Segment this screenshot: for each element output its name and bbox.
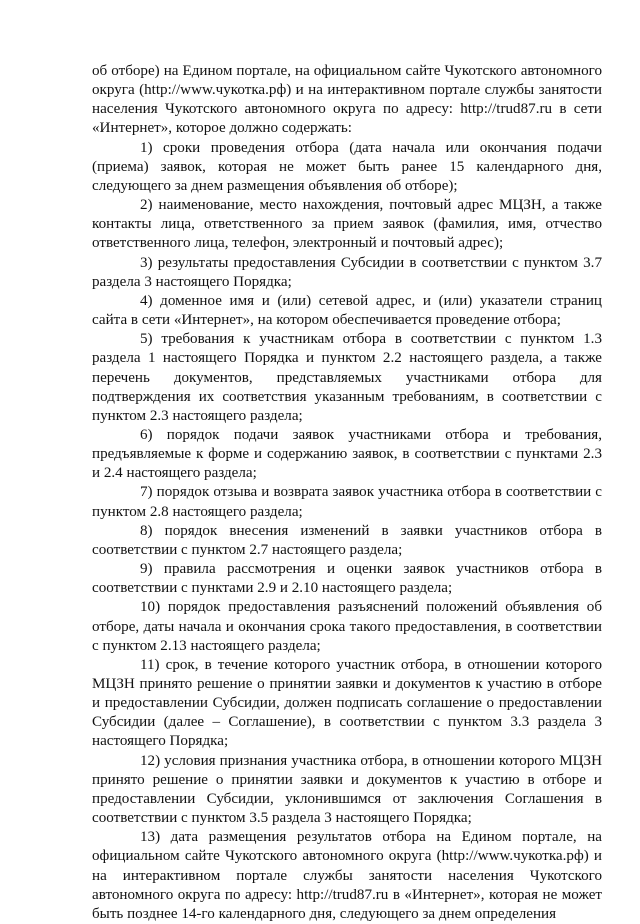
paragraph-item-13: 13) дата размещения результатов отбора на Едином портале, на официальном сайте Чукотского автономного округа (http://www.чукотка.рф) и на интерактивном портале службы занятости населения Чукотского автономного округа по адресу: http://trud87.ru в «Интернет», которая не может быть позднее 14-го календарного дня, следующего за днем определения	[92, 829, 602, 922]
document-page	[92, 62, 602, 924]
paragraph-item-7: 7) порядок отзыва и возврата заявок участника отбора в соответствии с пунктом 2.8 настоящего раздела;	[92, 484, 602, 520]
paragraph-item-3: 3) результаты предоставления Субсидии в соответствии с пунктом 3.7 раздела 3 настоящего Порядка;	[92, 254, 602, 290]
paragraph-item-1: 1) сроки проведения отбора (дата начала или окончания подачи (приема) заявок, которая не может быть ранее 15 календарного дня, следующего за днем размещения объявления об отборе);	[92, 139, 602, 194]
paragraph-item-9: 9) правила рассмотрения и оценки заявок участников отбора в соответствии с пунктами 2.9 и 2.10 настоящего раздела;	[92, 561, 602, 597]
paragraph-item-12: 12) условия признания участника отбора, в отношении которого МЦЗН принято решение о принятии заявки и документов к участию в отборе и предоставлении Субсидии, уклонившимся от заключения Соглашения в соответствии с пунктом 3.5 раздела 3 настоящего Порядка;	[92, 752, 602, 827]
paragraph-item-4: 4) доменное имя и (или) сетевой адрес, и (или) указатели страниц сайта в сети «Интернет», на котором обеспечивается проведение отбора;	[92, 292, 602, 329]
paragraph-intro: об отборе) на Едином портале, на официальном сайте Чукотского автономного округа (http://www.чукотка.рф) и на интерактивном портале службы занятости населения Чукотского автономного округа по адресу: http://trud87.ru в сети «Интернет», которое должно содержать:	[92, 63, 602, 137]
paragraph-item-5: 5) требования к участникам отбора в соответствии с пунктом 1.3 раздела 1 настоящего Порядка и пунктом 2.2 настоящего раздела, а также перечень документов, представляемых участниками отбора для подтверждения их соответствия указанным требованиям, в соответствии с пунктом 2.3 настоящего раздела;	[92, 331, 602, 424]
paragraph-item-8: 8) порядок внесения изменений в заявки участников отбора в соответствии с пунктом 2.7 настоящего раздела;	[92, 522, 602, 558]
paragraph-item-11: 11) срок, в течение которого участник отбора, в отношении которого МЦЗН принято решение о принятии заявки и документов к участию в отборе и предоставлении Субсидии, должен подписать соглашение о предоставлении Субсидии (далее – Соглашение), в соответствии с пунктом 3.3 раздела 3 настоящего Порядка;	[92, 656, 602, 750]
paragraph-item-6: 6) порядок подачи заявок участниками отбора и требования, предъявляемые к форме и содержанию заявок, в соответствии с пунктами 2.3 и 2.4 настоящего раздела;	[92, 426, 602, 482]
paragraph-item-2: 2) наименование, место нахождения, почтовый адрес МЦЗН, а также контакты лица, ответственного за прием заявок (фамилия, имя, отчество ответственного лица, телефон, электронный и почтовый адрес);	[92, 197, 602, 252]
paragraph-item-10: 10) порядок предоставления разъяснений положений объявления об отборе, даты начала и окончания срока такого предоставления, в соответствии с пунктом 2.13 настоящего раздела;	[92, 599, 602, 654]
